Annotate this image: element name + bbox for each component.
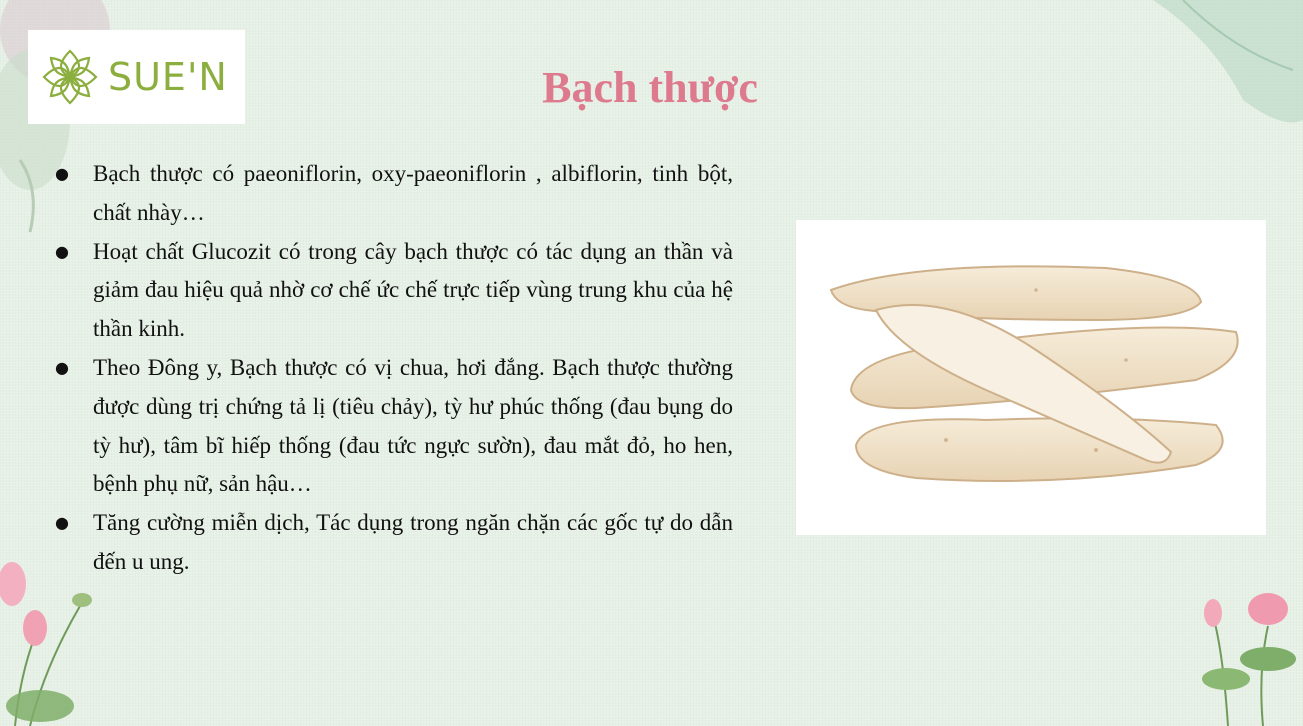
root-slices-illustration	[796, 220, 1266, 535]
bullet-list-container	[55, 155, 733, 582]
bullet-item: ● Theo Đông y, Bạch thược có vị chua, hơi đắng. Bạch thược thường được dùng trị chứng tả lị (tiêu chảy), tỳ hư phúc thống (đau bụng do tỳ hư), tâm bĩ hiếp thống (đau tức ngực sườn), đau mắt đỏ, ho hen, bệnh phụ nữ, sản hậu…	[55, 349, 733, 504]
brand-logo	[28, 30, 245, 124]
slide-title: Bạch thược	[542, 63, 758, 112]
bullet-item: ● Tăng cường miễn dịch, Tác dụng trong ngăn chặn các gốc tự do dẫn đến u ung.	[55, 504, 733, 582]
bullet-item: ● Hoạt chất Glucozit có trong cây bạch thược có tác dụng an thần và giảm đau hiệu quả nhờ cơ chế ức chế trực tiếp vùng trung khu của hệ thần kinh.	[55, 233, 733, 349]
bullet-list	[55, 155, 733, 582]
lotus-mandala-icon	[40, 47, 100, 107]
leaf-decoration	[1143, 0, 1303, 140]
peony-root-photo	[796, 220, 1266, 535]
bullet-item: ● Bạch thược có paeoniflorin, oxy-paeoniflorin , albiflorin, tinh bột, chất nhày…	[55, 155, 733, 233]
logo-text: SUE'N	[108, 55, 228, 99]
lotus-flower-decoration	[1168, 591, 1303, 726]
